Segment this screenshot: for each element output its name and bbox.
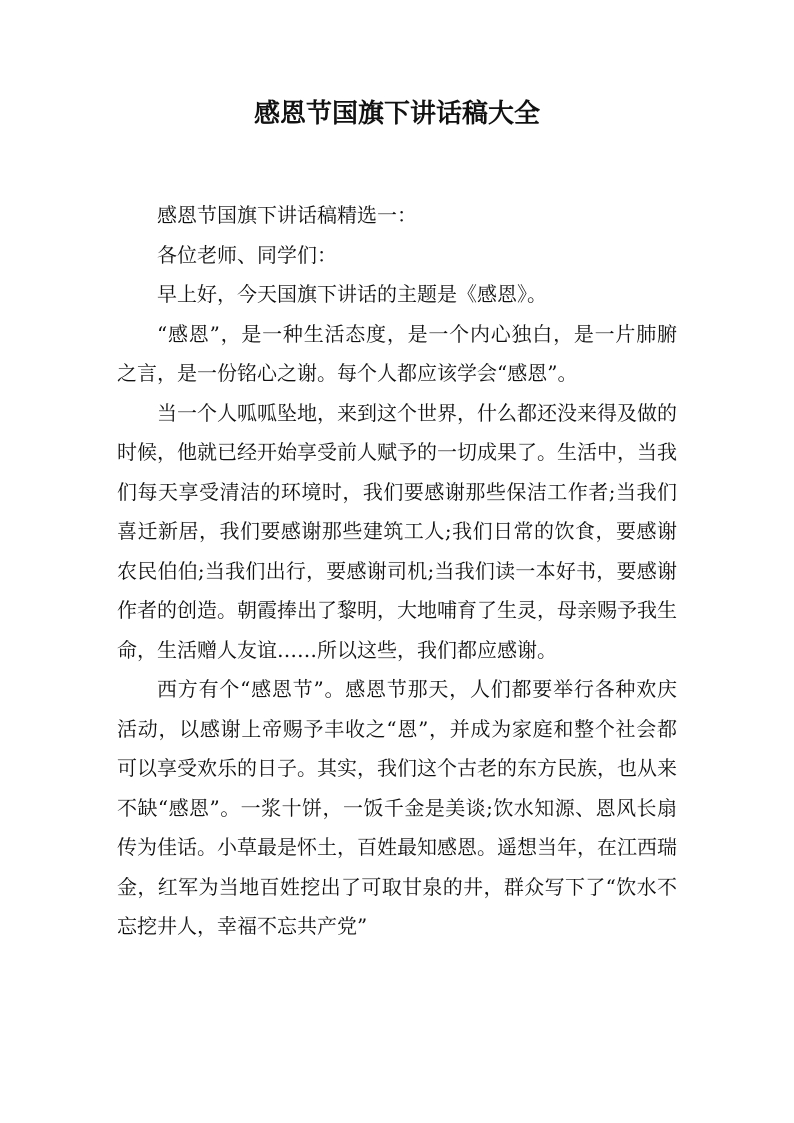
- paragraph: “感恩”，是一种生活态度，是一个内心独白，是一片肺腑之言，是一份铭心之谢。每个人都应该学会“感恩”。: [117, 321, 677, 385]
- paragraph: 当一个人呱呱坠地，来到这个世界，什么都还没来得及做的时候，他就已经开始享受前人赋予的一切成果了。生活中，当我们每天享受清洁的环境时，我们要感谢那些保洁工作者;当我们喜迁新居，我们要感谢那些建筑工人;我们日常的饮食，要感谢农民伯伯;当我们出行，要感谢司机;当我们读一本好书，要感谢作者的创造。朝霞捧出了黎明，大地哺育了生灵，母亲赐予我生命，生活赠人友谊……所以这些，我们都应感谢。: [117, 400, 677, 662]
- document-body: [117, 196, 677, 947]
- paragraph: 早上好，今天国旗下讲话的主题是《感恩》。: [157, 282, 547, 306]
- paragraph: 西方有个“感恩节”。感恩节那天，人们都要举行各种欢庆活动，以感谢上帝赐予丰收之“恩”，并成为家庭和整个社会都可以享受欢乐的日子。其实，我们这个古老的东方民族，也从来不缺“感恩”。一浆十饼，一饭千金是美谈;饮水知源、恩风长扇传为佳话。小草最是怀土，百姓最知感恩。遥想当年，在江西瑞金，红军为当地百姓挖出了可取甘泉的井，群众写下了“饮水不忘挖井人，幸福不忘共产党”: [117, 677, 677, 938]
- document-title: 感恩节国旗下讲话稿大全: [253, 99, 540, 129]
- paragraph: 感恩节国旗下讲话稿精选一：: [157, 203, 417, 227]
- paragraph: 各位老师、同学们：: [157, 242, 337, 267]
